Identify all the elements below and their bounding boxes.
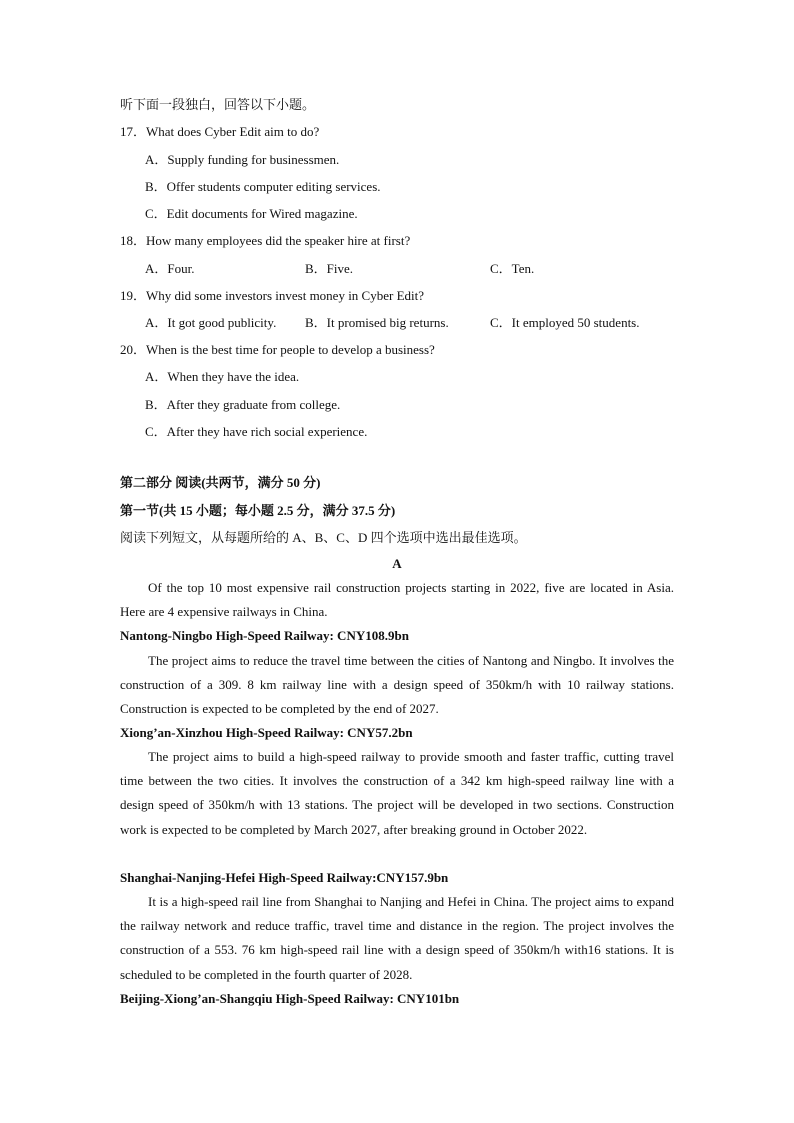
railway-text-1: The project aims to reduce the travel time between the cities of Nantong and Ningbo. It involves the construction of a 309. 8 km railway line with a design speed of 350km/h with 10 railway stations. Construction is expected to be completed by the end of 2027. xyxy=(120,653,674,717)
q20-option-c: C．After they have rich social experience. xyxy=(145,424,368,439)
question-19: 19．Why did some investors invest money in Cyber Edit? xyxy=(120,288,425,303)
q19-option-b: B．It promised big returns. xyxy=(305,315,449,330)
reading-instruction: 阅读下列短文，从每题所给的 A、B、C、D 四个选项中选出最佳选项。 xyxy=(120,530,527,545)
question-18: 18．How many employees did the speaker hire at first? xyxy=(120,233,411,248)
railway-heading-2: Xiong’an-Xinzhou High-Speed Railway: CNY57.2bn xyxy=(120,725,413,740)
railway-heading-1: Nantong-Ningbo High-Speed Railway: CNY108.9bn xyxy=(120,628,409,643)
q18-option-b: B．Five. xyxy=(305,261,354,276)
q17-option-b: B．Offer students computer editing services. xyxy=(145,179,381,194)
railway-text-3: It is a high-speed rail line from Shanghai to Nanjing and Hefei in China. The project aims to expand the railway network and reduce traffic, travel time and distance in the region. The project involves the construction of a 553. 76 km high-speed rail line with a design speed of 350km/h with16 stations. It is scheduled to be completed in the fourth quarter of 2028. xyxy=(120,894,674,982)
section-title: 第一节(共 15 小题；每小题 2.5 分，满分 37.5 分) xyxy=(120,503,396,518)
q18-option-a: A．Four. xyxy=(145,261,195,276)
q20-option-a: A．When they have the idea. xyxy=(145,369,300,384)
q18-option-c: C．Ten. xyxy=(490,261,535,276)
part-title: 第二部分 阅读(共两节，满分 50 分) xyxy=(120,475,321,490)
question-17: 17．What does Cyber Edit aim to do? xyxy=(120,124,320,139)
railway-heading-4: Beijing-Xiong’an-Shangqiu High-Speed Railway: CNY101bn xyxy=(120,991,460,1006)
q19-option-c: C．It employed 50 students. xyxy=(490,315,640,330)
q20-option-b: B．After they graduate from college. xyxy=(145,397,341,412)
q19-option-a: A．It got good publicity. xyxy=(145,315,277,330)
passage-label: A xyxy=(392,556,402,571)
question-20: 20．When is the best time for people to develop a business? xyxy=(120,342,435,357)
listening-intro: 听下面一段独白，回答以下小题。 xyxy=(120,97,316,112)
q17-option-a: A．Supply funding for businessmen. xyxy=(145,152,340,167)
railway-heading-3: Shanghai-Nanjing-Hefei High-Speed Railway:CNY157.9bn xyxy=(120,870,449,885)
passage-intro: Of the top 10 most expensive rail construction projects starting in 2022, five are located in Asia. Here are 4 expensive railways in China. xyxy=(120,580,674,620)
railway-text-2: The project aims to build a high-speed railway to provide smooth and faster traffic, cutting travel time between the two cities. It involves the construction of a 342 km high-speed railway line with a design speed of 350km/h with 13 stations. The project will be developed in two sections. Construction work is expected to be completed by March 2027, after breaking ground in October 2022. xyxy=(120,749,674,837)
q17-option-c: C．Edit documents for Wired magazine. xyxy=(145,206,358,221)
